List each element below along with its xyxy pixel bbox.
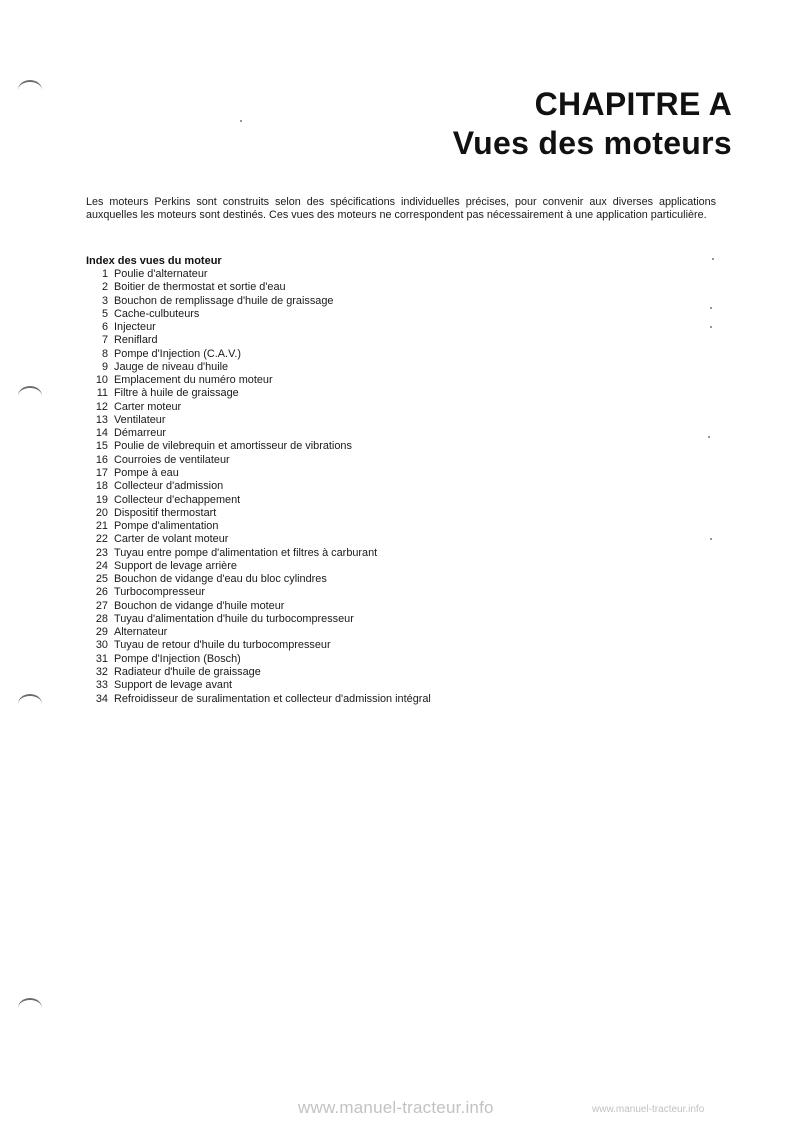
index-item-number: 11 [96,387,108,400]
index-item-label: Tuyau d'alimentation d'huile du turbocompresseur [114,612,354,625]
index-item-label: Injecteur [114,321,156,334]
index-item-label: Carter de volant moteur [114,533,229,546]
index-item-number: 27 [95,599,108,612]
index-item [86,693,431,706]
index-item-label: Boitier de thermostat et sortie d'eau [114,281,286,294]
index-item-label: Tuyau de retour d'huile du turbocompresseur [114,639,331,652]
index-item [86,281,431,294]
index-item-number: 30 [95,639,108,652]
index-item [86,494,431,507]
index-item-label: Poulie de vilebrequin et amortisseur de vibrations [114,440,352,453]
index-item-number: 33 [95,679,108,692]
watermark-large: www.manuel-tracteur.info [298,1098,494,1117]
index-item-number: 17 [95,466,108,479]
index-item-number: 1 [101,268,108,280]
index-item-number: 29 [95,626,108,639]
index-item [86,401,431,414]
index-item-number: 25 [95,573,108,586]
index-item [86,440,431,453]
index-item [86,679,431,692]
binder-hole-mark [18,80,42,100]
scan-speck [712,258,714,260]
index-item-label: Carter moteur [114,400,182,413]
index-item-label: Support de levage arrière [114,559,237,572]
index-item-number: 26 [95,586,108,599]
index-item-number: 13 [95,413,108,426]
index-item-label: Pompe d'Injection (C.A.V.) [114,347,241,360]
index-item [86,348,431,361]
index-item [86,374,431,387]
index-item-label: Emplacement du numéro moteur [114,374,273,387]
index-item-number: 5 [101,307,108,320]
index-item-number: 10 [95,374,108,387]
index-item-label: Pompe à eau [114,466,179,479]
index-item-number: 21 [95,520,108,533]
index-item-number: 34 [95,692,108,705]
scan-speck [710,326,712,328]
index-item [86,361,431,374]
binder-hole-mark [18,694,42,714]
index-item-number: 19 [95,493,108,506]
scan-speck [710,307,712,309]
index-item-number: 20 [95,506,108,519]
index-item-number: 22 [95,533,108,546]
index-item [86,560,431,573]
index-item [86,613,431,626]
index-item [86,334,431,347]
index-item-number: 8 [101,347,108,360]
index-item-label: Radiateur d'huile de graissage [114,665,261,678]
scan-speck [710,538,712,540]
intro-paragraph: Les moteurs Perkins sont construits selon des spécifications individuelles précises, pour convenir aux diverses applications auxquelles les moteurs sont destinés. Ces vues des moteurs ne correspondent pas nécessairement à une application particulière. [86,196,716,222]
index-item-label: Refroidisseur de suralimentation et collecteur d'admission intégral [114,692,431,705]
index-item-label: Alternateur [114,626,168,639]
scan-speck [240,120,242,122]
index-item [86,639,431,652]
index-item-number: 2 [101,281,108,294]
index-item [86,387,431,400]
index-item [86,586,431,599]
index-item-label: Turbocompresseur [114,586,205,599]
index-item-number: 3 [101,294,108,307]
watermark-small: www.manuel-tracteur.info [592,1104,705,1115]
index-item-label: Courroies de ventilateur [114,453,230,466]
index-item-number: 23 [95,546,108,559]
index-item-label: Bouchon de remplissage d'huile de graissage [114,294,334,307]
index-item-number: 32 [95,665,108,678]
index-item-label: Ventilateur [114,413,166,426]
index-item [86,321,431,334]
index-item-number: 28 [95,612,108,625]
index-item [86,507,431,520]
index-item [86,600,431,613]
index-item [86,626,431,639]
chapter-title: CHAPITRE A [534,86,732,122]
index-item-label: Poulie d'alternateur [114,268,208,280]
index-item-label: Cache-culbuteurs [114,307,200,320]
index-item [86,414,431,427]
index-item-number: 16 [95,453,108,466]
index-item [86,454,431,467]
chapter-subtitle: Vues des moteurs [452,125,732,161]
index-item-number: 18 [95,480,108,493]
index-item-number: 24 [95,559,108,572]
scan-speck [708,436,710,438]
binder-hole-mark [18,386,42,406]
index-item-label: Bouchon de vidange d'eau du bloc cylindres [114,573,327,586]
index-item-label: Tuyau entre pompe d'alimentation et filtres à carburant [114,546,378,559]
index-item-number: 15 [95,440,108,453]
index-item [86,268,431,281]
index-item-number: 6 [101,321,108,334]
index-item [86,467,431,480]
index-item-number: 12 [95,400,108,413]
index-item-number: 7 [101,334,108,347]
index-item-label: Pompe d'alimentation [114,520,219,533]
index-item-label: Collecteur d'admission [114,480,224,493]
index-list [86,268,431,706]
index-item [86,427,431,440]
index-item-label: Reniflard [114,334,158,347]
index-item-number: 31 [95,652,108,665]
index-item [86,653,431,666]
index-item [86,573,431,586]
index-item-label: Support de levage avant [114,679,233,692]
index-title: Index des vues du moteur [86,255,222,267]
index-item [86,666,431,679]
index-item [86,520,431,533]
index-item-label: Jauge de niveau d'huile [114,360,229,373]
index-item-label: Dispositif thermostart [114,506,217,519]
index-item [86,295,431,308]
index-item [86,480,431,493]
index-item [86,547,431,560]
binder-hole-mark [18,998,42,1018]
index-item [86,308,431,321]
index-item-label: Pompe d'Injection (Bosch) [114,652,241,665]
index-item-number: 9 [101,360,108,373]
index-item-label: Démarreur [114,427,167,440]
index-item-number: 14 [95,427,108,440]
index-item [86,533,431,546]
index-item-label: Collecteur d'echappement [114,493,241,506]
index-item-label: Bouchon de vidange d'huile moteur [114,599,285,612]
index-item-label: Filtre à huile de graissage [114,387,239,400]
